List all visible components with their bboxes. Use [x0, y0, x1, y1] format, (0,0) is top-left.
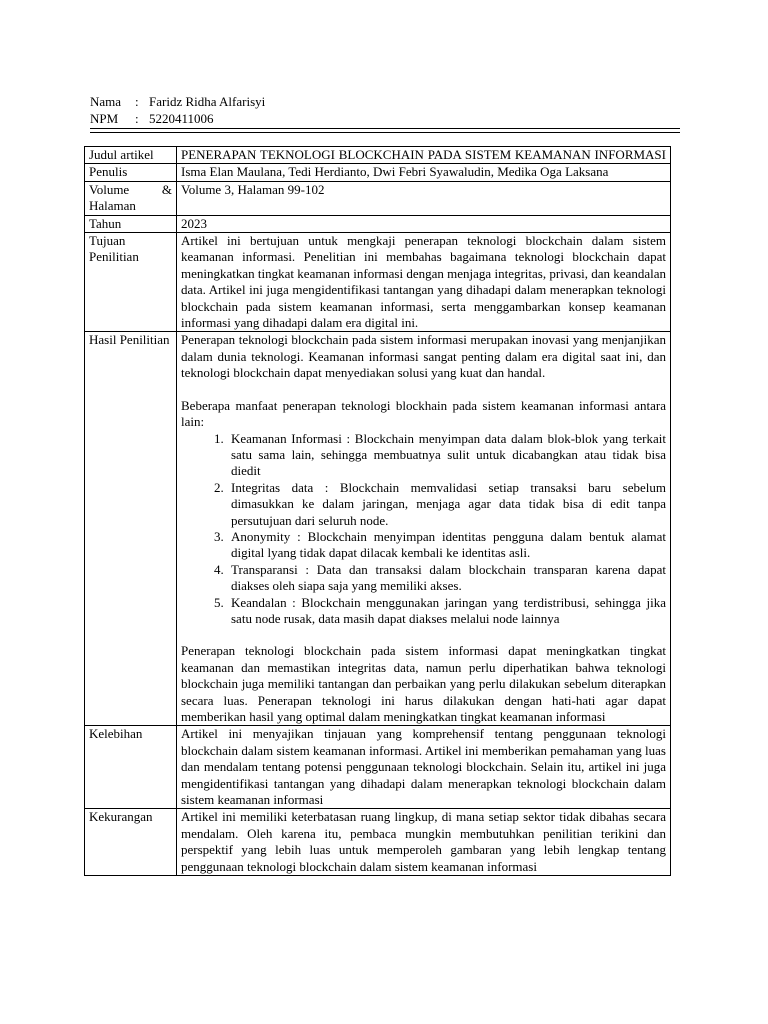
volume-value: Volume 3, Halaman 99-102: [177, 181, 671, 215]
hasil-value: [177, 332, 671, 726]
row-hasil: [85, 332, 671, 726]
judul-label: Judul artikel: [85, 147, 177, 164]
tahun-value: 2023: [177, 215, 671, 232]
row-tujuan: [85, 233, 671, 332]
article-review-table: [84, 146, 671, 876]
kelebihan-value: Artikel ini menyajikan tinjauan yang komprehensif tentang penggunaan teknologi blockchain dalam sistem keamanan informasi. Artikel ini memberikan pemahaman yang luas dan mendalam tentang potensi penggunaan teknologi blockchain. Selain itu, artikel ini juga mengidentifikasi tantangan yang dihadapi dalam menerapkan teknologi blockchain dalam sistem keamanan informasi: [177, 726, 671, 809]
student-header: [90, 93, 265, 127]
name-value: Faridz Ridha Alfarisyi: [149, 94, 266, 109]
hasil-label: Hasil Penilitian: [85, 332, 177, 726]
volume-label-line: [89, 182, 172, 198]
row-tahun: [85, 215, 671, 232]
header-rule-thin: [90, 132, 680, 133]
hasil-gap-2: [181, 627, 666, 643]
hasil-gap-1: [181, 382, 666, 398]
row-volume: [85, 181, 671, 215]
volume-label-b: Halaman: [89, 198, 136, 214]
kelebihan-label: Kelebihan: [85, 726, 177, 809]
list-item: 2. Integritas data : Blockchain memvalidasi setiap transaksi baru sebelum dimasukkan ke dalam jaringan, menjaga agar data tidak bisa di edit tanpa persutujuan dari seluruh node.: [227, 480, 666, 529]
volume-label-amp: &: [161, 181, 172, 197]
list-item: 1. Keamanan Informasi : Blockchain menyimpan data dalam blok-blok yang terkait satu sama lain, sehingga membuatnya sulit untuk dicabangkan atau tidak bisa diedit: [227, 431, 666, 480]
row-kekurangan: [85, 809, 671, 876]
tujuan-value: Artikel ini bertujuan untuk mengkaji penerapan teknologi blockchain dalam sistem keamanan informasi. Penelitian ini membahas bagaimana teknologi blockchain dapat meningkatkan tingkat keamanan informasi dengan menjaga integritas, privasi, dan keandalan data. Artikel ini juga mengidentifikasi tantangan yang dihadapi dalam menerapkan teknologi blockchain pada sistem keamanan informasi, serta menggambarkan konsep keamanan informasi yang dihadapi dalam era digital ini.: [177, 233, 671, 332]
name-label: Nama: [90, 94, 122, 109]
list-item: 4. Transparansi : Data dan transaksi dalam blockchain transparan karena dapat diakses oleh siapa saja yang memiliki akses.: [227, 562, 666, 595]
kekurangan-value: Artikel ini memiliki keterbatasan ruang lingkup, di mana setiap sektor tidak dibahas secara mendalam. Oleh karena itu, pembaca mungkin membutuhkan penilitian terikini dan perspektif yang lebih luas untuk memperoleh gambaran yang lebih lengkap tentang penggunaan teknologi blockchain dalam sistem keamanan informasi: [177, 809, 671, 876]
kekurangan-label: Kekurangan: [85, 809, 177, 876]
penulis-label: Penulis: [85, 164, 177, 181]
hasil-list-intro: Beberapa manfaat penerapan teknologi blockhain pada sistem keamanan informasi antara lain:: [181, 397, 666, 430]
name-row: [90, 93, 265, 110]
judul-value: [177, 147, 671, 164]
list-item: 5. Keandalan : Blockchain menggunakan jaringan yang terdistribusi, sehingga jika satu node rusak, data masih dapat diakses melalui node lainnya: [227, 595, 666, 628]
npm-label: NPM: [90, 111, 119, 126]
npm-row: [90, 110, 265, 127]
volume-label: [85, 181, 177, 215]
row-judul: [85, 147, 671, 164]
header-rule-thick: [90, 128, 680, 129]
hasil-intro: Penerapan teknologi blockchain pada sistem informasi merupakan inovasi yang menjanjikan dalam dunia teknologi. Keamanan informasi sangat penting dalam era digital saat ini, dan teknologi blockchain dapat menyediakan solusi yang kuat dan handal.: [181, 332, 666, 381]
manfaat-list: [181, 431, 666, 628]
row-penulis: [85, 164, 671, 181]
npm-value: 5220411006: [149, 111, 214, 126]
hasil-closing: Penerapan teknologi blockchain pada sistem informasi dapat meningkatkan tingkat keamanan dan memastikan integritas data, namun perlu diperhatikan bahwa teknologi blockchain juga memiliki tantangan dan perbaikan yang perlu dilakukan sebelum diterapkan secara luas. Penerapan teknologi ini harus dilakukan dengan hati-hati agar dapat memberikan hasil yang optimal dalam meningkatkan tingkat keamanan informasi: [181, 643, 666, 724]
tujuan-label: Tujuan Penilitian: [85, 233, 177, 332]
volume-label-a: Volume: [89, 181, 130, 197]
name-separator: :: [135, 94, 139, 109]
list-item: 3. Anonymity : Blockchain menyimpan identitas pengguna dalam bentuk alamat digital lyang tidak dapat dilacak kembali ke identitas asli.: [227, 529, 666, 562]
tahun-label: Tahun: [85, 215, 177, 232]
penulis-value: Isma Elan Maulana, Tedi Herdianto, Dwi Febri Syawaludin, Medika Oga Laksana: [177, 164, 671, 181]
judul-text: PENERAPAN TEKNOLOGI BLOCKCHAIN PADA SISTEM KEAMANAN INFORMASI: [181, 147, 666, 162]
row-kelebihan: [85, 726, 671, 809]
npm-separator: :: [135, 111, 139, 126]
